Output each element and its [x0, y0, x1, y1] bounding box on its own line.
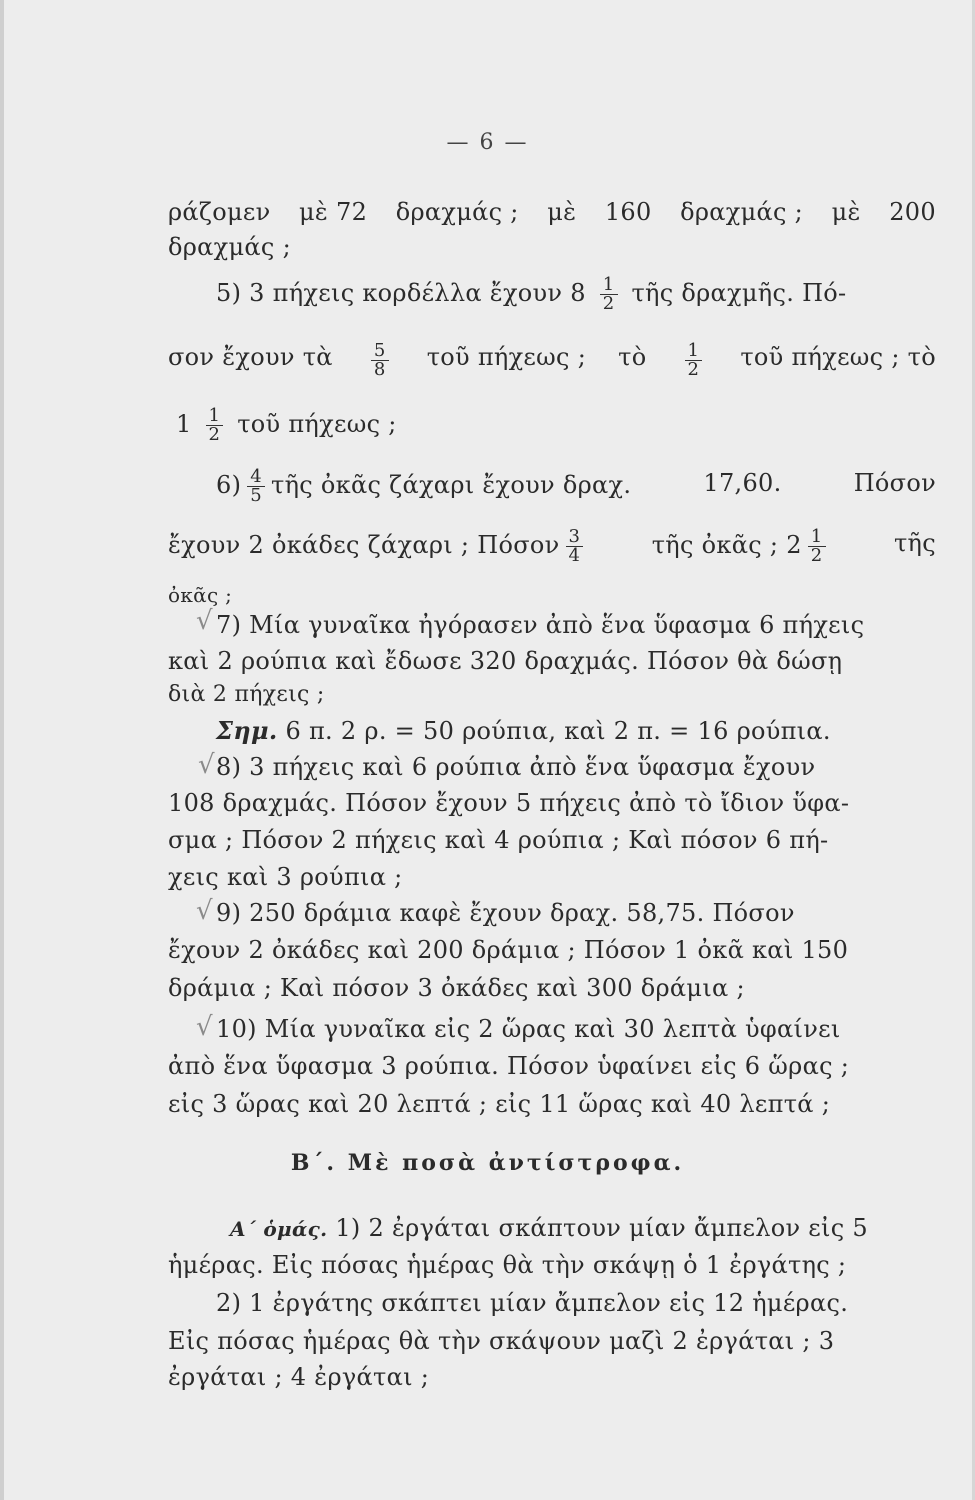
text-line-2: δραχμάς ;: [168, 233, 291, 261]
text-line-24: ἡμέρας. Εἰς πόσας ἡμέρας θὰ τὴν σκάψῃ ὁ 1 ἐργάτης ;: [168, 1251, 847, 1279]
text-line-11: διὰ 2 πήχεις ;: [168, 682, 325, 707]
text-line-4: σον ἔχουν τὰ $\frac{5}{8}$ τοῦ πήχεως ; τὸ $\frac{1}{2}$ τοῦ πήχεως ; τὸ: [168, 340, 936, 380]
text-line-6: 6) $\frac{4}{5}$ τῆς ὀκᾶς ζάχαρι ἔχουν δραχ. 17,60. Πόσον: [216, 466, 936, 506]
text-line-17: 9) 250 δράμια καφὲ ἔχουν δραχ. 58,75. Πόσον: [216, 899, 795, 927]
fraction: $\frac{4}{5}$: [247, 468, 265, 505]
text-line-10: καὶ 2 ρούπια καὶ ἔδωσε 320 δραχμάς. Πόσον θὰ δώσῃ: [168, 647, 843, 675]
text-line-25: 2) 1 ἐργάτης σκάπτει μίαν ἄμπελον εἰς 12 ἡμέρας.: [216, 1289, 849, 1317]
pencil-check-mark: √: [196, 896, 213, 926]
fraction: $\frac{5}{8}$: [371, 342, 389, 379]
pencil-check-mark: √: [198, 750, 215, 780]
text-line-13: 8) 3 πήχεις καὶ 6 ρούπια ἀπὸ ἕνα ὕφασμα ἔχουν: [216, 753, 816, 781]
text-line-22: εἰς 3 ὥρας καὶ 20 λεπτά ; εἰς 11 ὥρας καὶ 40 λεπτά ;: [168, 1090, 831, 1118]
text-line-20: 10) Μία γυναῖκα εἰς 2 ὥρας καὶ 30 λεπτὰ ὑφαίνει: [216, 1015, 841, 1043]
page-number: — 6 —: [446, 130, 529, 155]
text-line-14: 108 δραχμάς. Πόσον ἔχουν 5 πήχεις ἀπὸ τὸ ἴδιον ὕφα-: [168, 789, 850, 817]
pencil-check-mark: √: [196, 1012, 213, 1042]
text-line-23: Α΄ ὁμάς. 1) 2 ἐργάται σκάπτουν μίαν ἄμπελον εἰς 5: [230, 1214, 868, 1242]
fraction: $\frac{3}{4}$: [566, 528, 584, 565]
fraction: $\frac{1}{2}$: [808, 528, 826, 565]
text-line-26: Εἰς πόσας ἡμέρας θὰ τὴν σκάψουν μαζὶ 2 ἐργάται ; 3: [168, 1327, 835, 1355]
page-edge-left: [0, 0, 4, 1500]
pencil-check-mark: √: [196, 606, 213, 636]
text-line-15: σμα ; Πόσον 2 πήχεις καὶ 4 ρούπια ; Καὶ πόσον 6 πή-: [168, 826, 829, 854]
text-line-12: Σημ. 6 π. 2 ρ. = 50 ρούπια, καὶ 2 π. = 16 ρούπια.: [216, 716, 831, 745]
text-line-7: ἔχουν 2 ὀκάδες ζάχαρι ; Πόσον $\frac{3}{4}$ τῆς ὀκᾶς ; 2 $\frac{1}{2}$ τῆς: [168, 526, 936, 566]
section-heading: Β΄. Μὲ ποσὰ ἀντίστροφα.: [290, 1150, 685, 1176]
text-line-8: ὀκᾶς ;: [168, 583, 233, 607]
fraction: $\frac{1}{2}$: [685, 342, 703, 379]
text-line-27: ἐργάται ; 4 ἐργάται ;: [168, 1363, 430, 1391]
text-line-21: ἀπὸ ἕνα ὕφασμα 3 ρούπια. Πόσον ὑφαίνει εἰς 6 ὥρας ;: [168, 1052, 850, 1080]
text-line-9: 7) Μία γυναῖκα ἠγόρασεν ἀπὸ ἕνα ὕφασμα 6 πήχεις: [216, 611, 865, 639]
text-line-19: δράμια ; Καὶ πόσον 3 ὀκάδες καὶ 300 δράμια ;: [168, 974, 745, 1002]
text-line-5: 1 $\frac{1}{2}$ τοῦ πήχεως ;: [176, 405, 397, 445]
text-line-1: ράζομεν μὲ 72 δραχμάς ; μὲ 160 δραχμάς ; μὲ 200: [168, 198, 936, 226]
text-line-3: 5) 3 πήχεις κορδέλλα ἔχουν 8 $\frac{1}{2}$ τῆς δραχμῆς. Πό-: [216, 274, 847, 314]
text-line-16: χεις καὶ 3 ρούπια ;: [168, 863, 403, 891]
fraction: $\frac{1}{2}$: [206, 407, 224, 444]
text-line-18: ἔχουν 2 ὀκάδες καὶ 200 δράμια ; Πόσον 1 ὀκᾶ καὶ 150: [168, 936, 849, 964]
fraction: $\frac{1}{2}$: [600, 276, 618, 313]
